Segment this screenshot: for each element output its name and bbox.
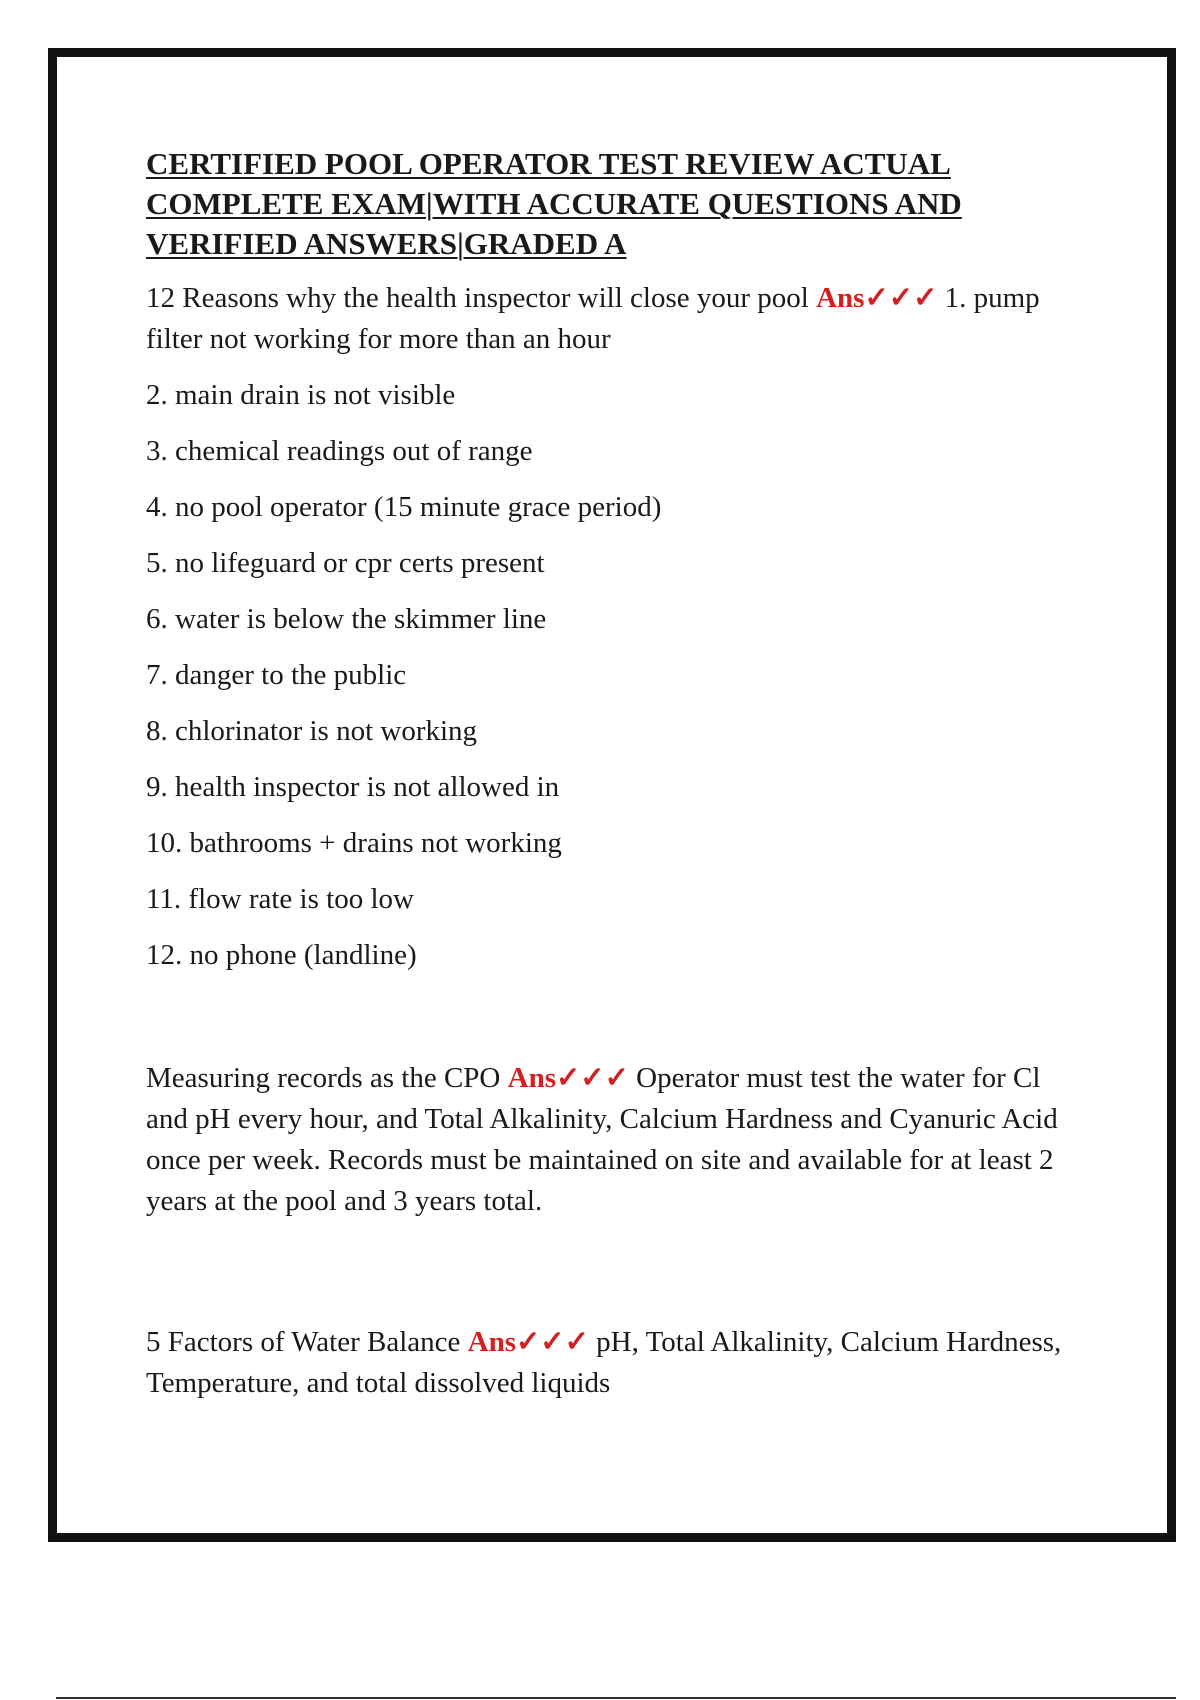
section-spacer	[146, 976, 1086, 1058]
list-item: 4. no pool operator (15 minute grace period)	[146, 491, 662, 523]
answer-text: 1. pump filter not working for more than an hour	[146, 282, 1040, 355]
answer-text: pH, Total Alkalinity, Calcium Hardness, Temperature, and total dissolved liquids	[146, 1326, 1062, 1399]
list-item: 10. bathrooms + drains not working	[146, 827, 562, 859]
footer-divider	[56, 1697, 1176, 1699]
list-item: 2. main drain is not visible	[146, 379, 456, 411]
question-text: 5 Factors of Water Balance	[146, 1326, 461, 1358]
section-spacer	[146, 1222, 1086, 1322]
document-body	[146, 144, 1086, 1404]
title-line-2: COMPLETE EXAM|WITH ACCURATE QUESTIONS AND	[146, 186, 962, 221]
title-line-3: VERIFIED ANSWERS|GRADED A	[146, 226, 627, 261]
answer-text: Operator must test the water for Cl and pH every hour, and Total Alkalinity, Calcium Hardness and Cyanuric Acid once per week. Records must be maintained on site and available for at least 2 years at the pool and 3 years total.	[146, 1062, 1058, 1217]
list-item: 7. danger to the public	[146, 659, 407, 691]
list-item: 12. no phone (landline)	[146, 939, 417, 971]
list-item: 11. flow rate is too low	[146, 883, 414, 915]
question-text: Measuring records as the CPO	[146, 1062, 501, 1094]
question-text: 12 Reasons why the health inspector will close your pool	[146, 282, 809, 314]
qa-block-water-balance	[146, 1322, 1086, 1404]
title-line-1: CERTIFIED POOL OPERATOR TEST REVIEW ACTUAL	[146, 146, 951, 181]
list-item: 3. chemical readings out of range	[146, 435, 533, 467]
list-item: 6. water is below the skimmer line	[146, 603, 547, 635]
qa-block-measuring-records	[146, 1058, 1086, 1222]
answer-marker: Ans✓✓✓	[816, 282, 938, 314]
list-item: 9. health inspector is not allowed in	[146, 771, 560, 803]
answer-marker: Ans✓✓✓	[467, 1326, 589, 1358]
list-item: 5. no lifeguard or cpr certs present	[146, 547, 545, 579]
qa-block-inspector-reasons	[146, 278, 1086, 360]
list-item: 8. chlorinator is not working	[146, 715, 478, 747]
answer-marker: Ans✓✓✓	[507, 1062, 629, 1094]
document-title	[146, 144, 1086, 264]
